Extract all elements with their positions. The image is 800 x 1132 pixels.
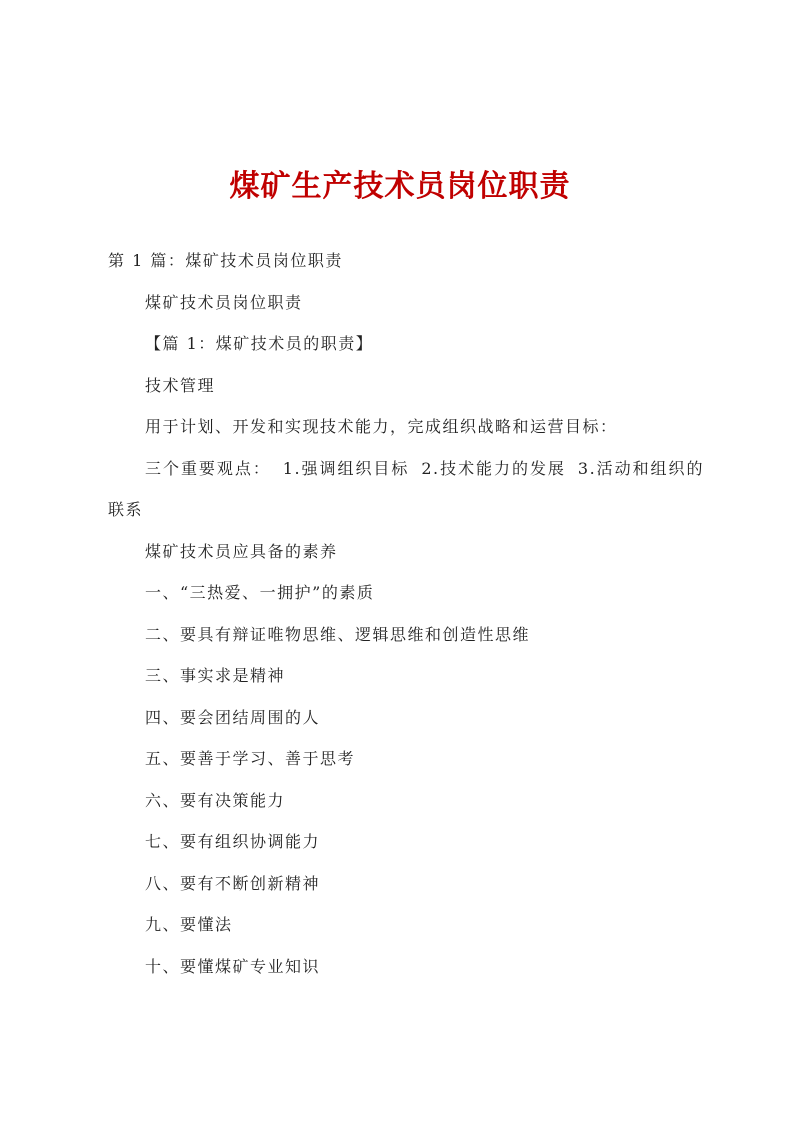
viewpoints-paragraph [108,448,704,531]
subtitle: 煤矿技术员岗位职责 [145,292,303,312]
quality-item: 七、要有组织协调能力 [145,832,321,851]
quality-item: 六、要有决策能力 [145,790,286,810]
quality-item: 八、要有不断创新精神 [145,873,321,893]
chapter-heading: 第 1 篇：煤矿技术员岗位职责 [108,251,343,270]
quality-item: 十、要懂煤矿专业知识 [145,956,321,976]
qualities-heading: 煤矿技术员应具备的素养 [145,541,338,561]
viewpoint-3: 3.活动和组织的联系 [108,458,704,519]
quality-item: 四、要会团结周围的人 [145,707,321,727]
document-title: 煤矿生产技术员岗位职责 [229,169,571,204]
quality-item: 九、要懂法 [145,915,233,934]
quality-item: 二、要具有辩证唯物思维、逻辑思维和创造性思维 [145,624,531,644]
purpose-paragraph: 用于计划、开发和实现技术能力，完成组织战略和运营目标： [145,417,618,436]
viewpoints-lead: 三个重要观点： [145,458,271,478]
section-heading: 【篇 1：煤矿技术员的职责】 [145,334,374,353]
topic-heading: 技术管理 [145,375,216,395]
quality-item: 五、要善于学习、善于思考 [145,749,356,768]
viewpoint-1: 1.强调组织目标 [282,458,410,478]
quality-item: 三、事实求是精神 [145,666,286,685]
quality-item: 一、“三热爱、一拥护”的素质 [145,583,375,602]
document-body [108,240,704,987]
viewpoint-2: 2.技术能力的发展 [421,458,566,478]
